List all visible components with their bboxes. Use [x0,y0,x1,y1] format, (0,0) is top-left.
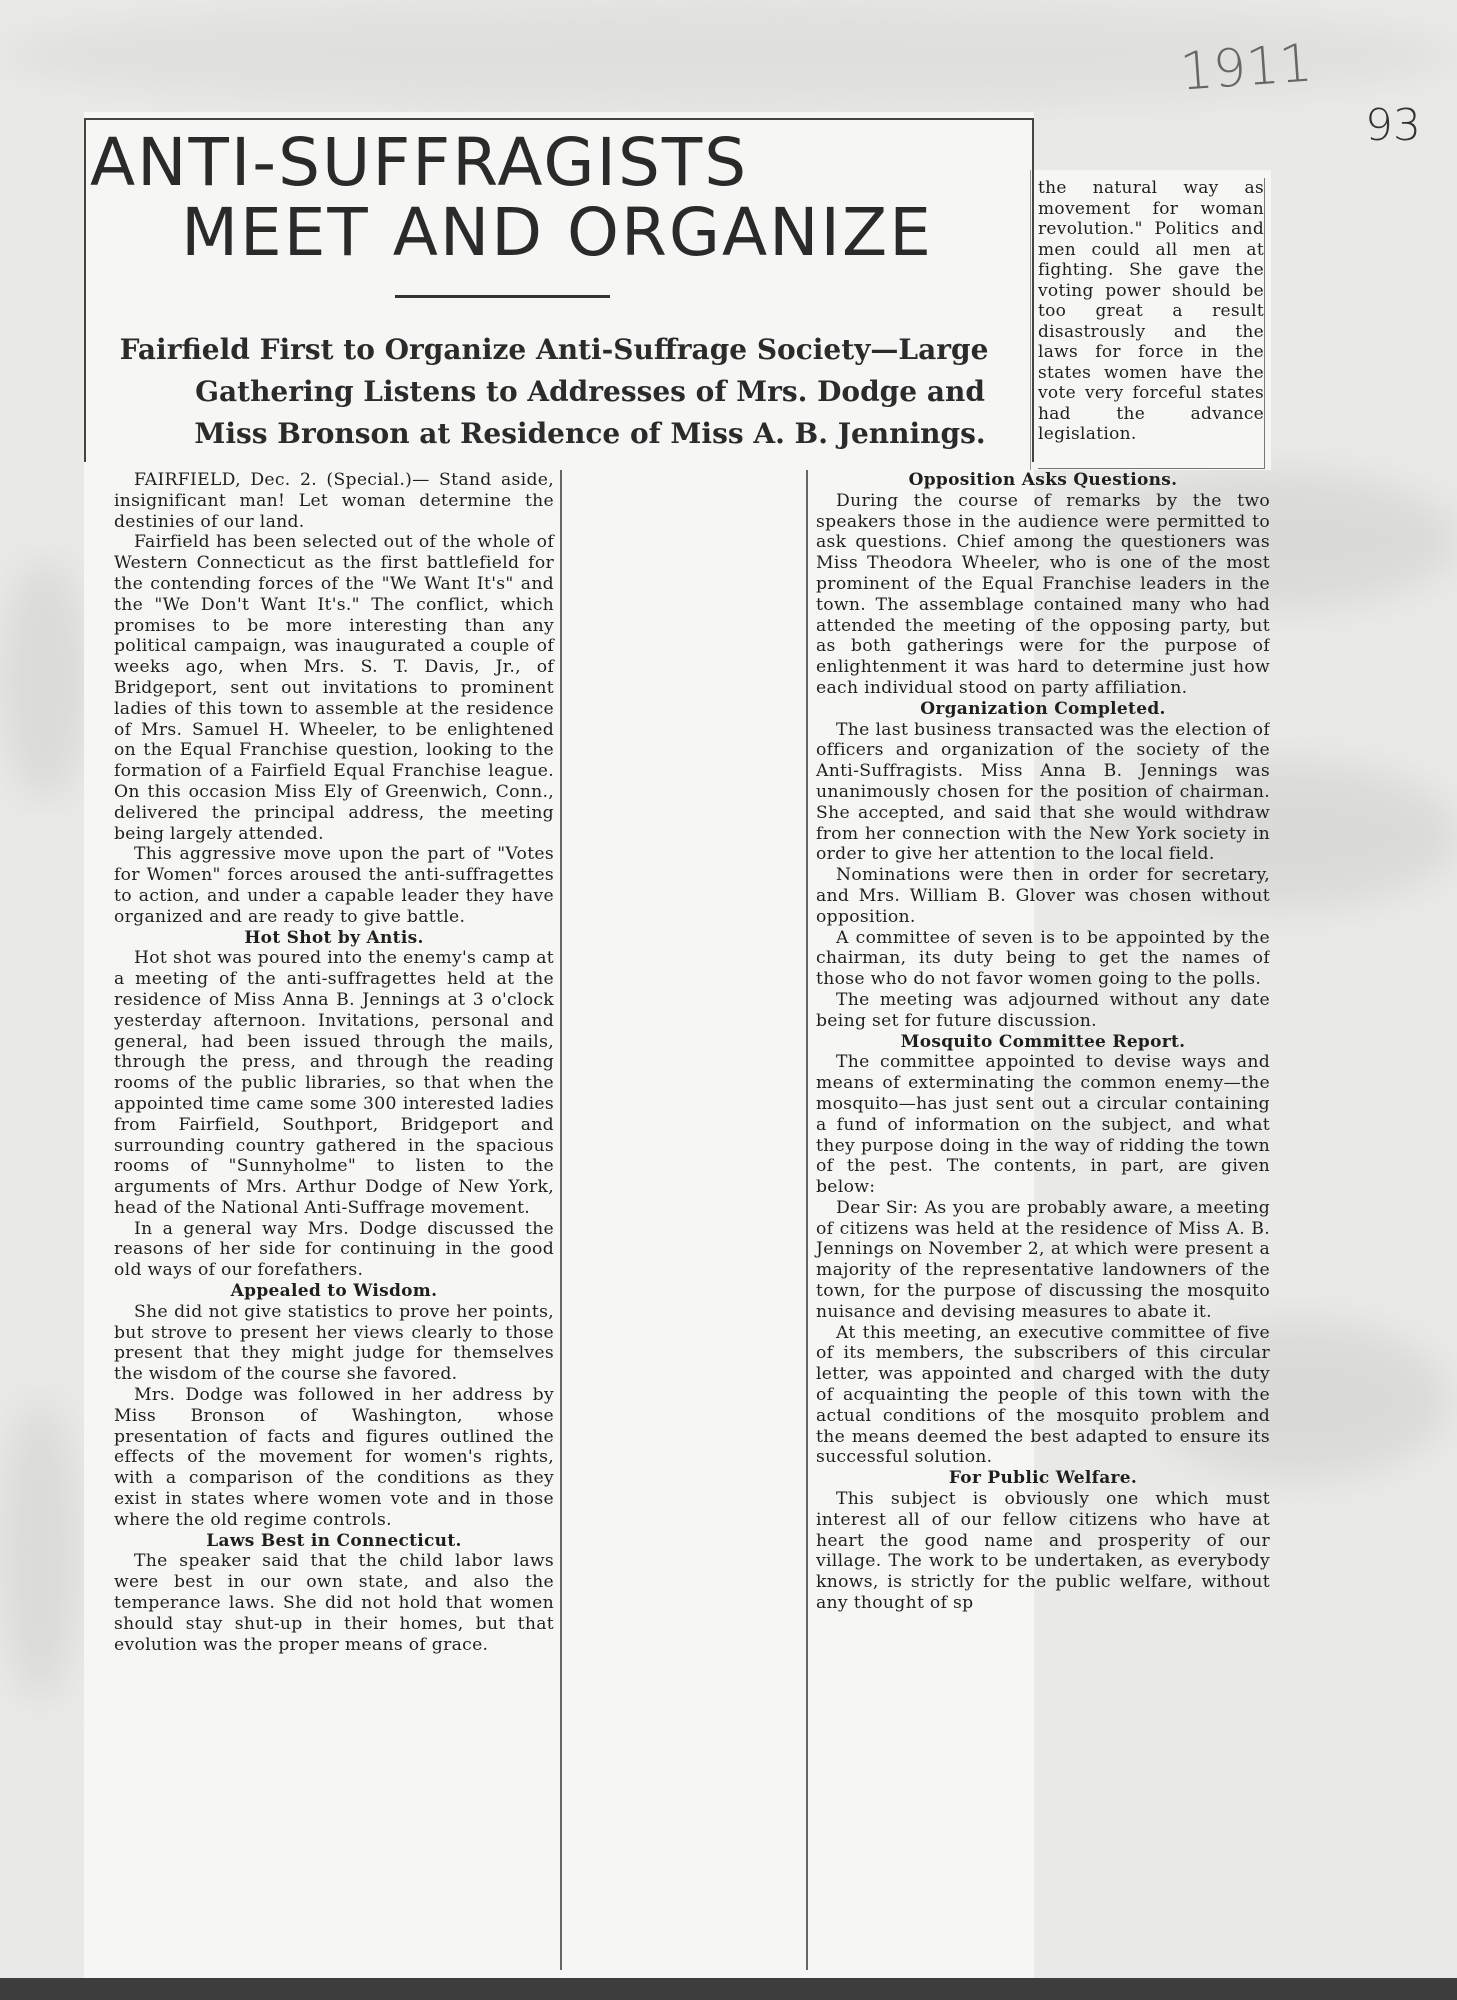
section-heading: Organization Completed. [920,698,1166,719]
scan-bottom-edge [0,1978,1457,2000]
headline-line-1: ANTI-SUFFRAGISTS [90,124,749,201]
article-paragraph: Nominations were then in order for secretary, and Mrs. William B. Glover was chosen without opposition. [816,865,1270,927]
article-paragraph: The meeting was adjourned without any date being set for future discussion. [816,989,1270,1031]
side-column [1038,178,1265,469]
article-paragraph: She did not give statistics to prove her points, but strove to present her views clearly to those present that they might judge for themselves the wisdom of the course she favored. [114,1301,554,1385]
section-heading: Mosquito Committee Report. [900,1031,1186,1052]
subheadline-line-1: Fairfield First to Organize Anti-Suffrage Society—Large [119,333,989,366]
section-heading: Laws Best in Connecticut. [206,1530,462,1551]
section-heading: For Public Welfare. [948,1468,1138,1489]
handwritten-year: 1911 [1178,33,1315,103]
right-column [806,470,1270,1970]
article-paragraph: In a general way Mrs. Dodge discussed the reasons of her side for continuing in the good old ways of our forefathers. [114,1218,554,1281]
headline-rule [395,295,610,298]
article-paragraph: This aggressive move upon the part of "Votes for Women" forces aroused the anti-suffragettes to action, and under a capable leader they have organized and are ready to give battle. [114,844,554,927]
section-heading: Hot Shot by Antis. [244,927,424,948]
article-paragraph: A committee of seven is to be appointed by the chairman, its duty being to get the names of those who do not favor women going to the polls. [816,927,1270,990]
article-paragraph: The committee appointed to devise ways and means of exterminating the common enemy—the mosquito—has just sent out a circular containing a fund of information on the subject, and what they purpose doing in the way of ridding the town of the pest. The contents, in part, are given below: [816,1052,1270,1198]
side-column-text: the natural way as movement for woman revolution." Politics and men could all men at fighting. She gave the voting power should be too great a result disastrously and the laws for force in the states women have the vote very forceful states had the advance legislation. [1038,178,1264,444]
subheadline-line-2: Gathering Listens to Addresses of Mrs. Dodge and [195,375,985,408]
section-heading: Opposition Asks Questions. [908,470,1178,490]
article-paragraph: FAIRFIELD, Dec. 2. (Special.)— Stand aside, insignificant man! Let woman determine the destinies of our land. [114,470,554,532]
article-paragraph: At this meeting, an executive committee of five of its members, the subscribers of this circular letter, was appointed and charged with the duty of acquainting the people of this town with the actual conditions of the mosquito problem and the means deemed the best adapted to ensure its successful solution. [816,1322,1270,1468]
handwritten-page-number: 93 [1365,100,1421,151]
article-paragraph: Hot shot was poured into the enemy's camp at a meeting of the anti-suffragettes held at the residence of Miss Anna B. Jennings at 3 o'clock yesterday afternoon. Invitations, personal and general, had been issued through the mails, through the press, and through the reading rooms of the public libraries, so that when the appointed time came some 300 interested ladies from Fairfield, Southport, Bridgeport and surrounding country gathered in the spacious rooms of "Sunnyholme" to listen to the arguments of Mrs. Arthur Dodge of New York, head of the National Anti-Suffrage movement. [114,948,554,1218]
article-paragraph: This subject is obviously one which must interest all of our fellow citizens who have at heart the good name and prosperity of our village. The work to be undertaken, as everybody knows, is strictly for the public welfare, without any thought of sp [816,1489,1270,1614]
subheadline-line-3: Miss Bronson at Residence of Miss A. B. Jennings. [194,417,986,450]
headline-line-2: MEET AND ORGANIZE [181,194,933,271]
left-column [114,470,562,1970]
article-paragraph: The speaker said that the child labor laws were best in our own state, and also the temperance laws. She did not hold that women should stay shut-up in their homes, but that evolution was the proper means of grace. [114,1551,554,1655]
article-paragraph: The last business transacted was the election of officers and organization of the society of the Anti-Suffragists. Miss Anna B. Jennings was unanimously chosen for the position of chairman. She accepted, and said that she would withdraw from her connection with the New York society in order to give her attention to the local field. [816,719,1270,865]
article-paragraph: During the course of remarks by the two speakers those in the audience were permitted to ask questions. Chief among the questioners was Miss Theodora Wheeler, who is one of the most prominent of the Equal Franchise leaders in the town. The assemblage contained many who had attended the meeting of the opposing party, but as both gatherings were for the purpose of enlightenment it was hard to determine just how each individual stood on party affiliation. [816,490,1270,698]
article-paragraph: Mrs. Dodge was followed in her address by Miss Bronson of Washington, whose presentation of facts and figures outlined the effects of the movement for women's rights, with a comparison of the conditions as they exist in states where women vote and in those where the old regime controls. [114,1385,554,1530]
section-heading: Appealed to Wisdom. [230,1281,438,1302]
article-paragraph: Fairfield has been selected out of the whole of Western Connecticut as the first battlefield for the contending forces of the "We Want It's" and the "We Don't Want It's." The conflict, which promises to be more interesting than any political campaign, was inaugurated a couple of weeks ago, when Mrs. S. T. Davis, Jr., of Bridgeport, sent out invitations to prominent ladies of this town to assemble at the residence of Mrs. Samuel H. Wheeler, to be enlightened on the Equal Franchise question, looking to the formation of a Fairfield Equal Franchise league. On this occasion Miss Ely of Greenwich, Conn., delivered the principal address, the meeting being largely attended. [114,532,554,844]
article-paragraph: Dear Sir: As you are probably aware, a meeting of citizens was held at the residence of Miss A. B. Jennings on November 2, at which were present a majority of the representative landowners of the town, for the purpose of discussing the mosquito nuisance and devising measures to abate it. [816,1197,1270,1322]
